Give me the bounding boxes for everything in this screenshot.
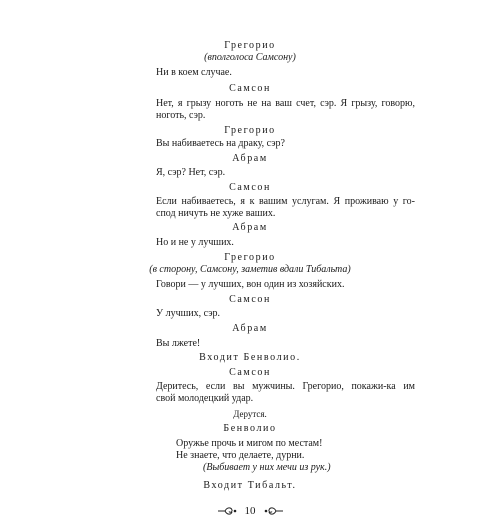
- speaker-gregorio: Грегорио: [224, 252, 276, 263]
- verse-line: Оружье прочь и мигом по местам!: [176, 438, 323, 449]
- dialogue-line: ноготь, сэр.: [156, 110, 206, 121]
- speaker-gregorio: Грегорио: [224, 40, 276, 51]
- dialogue-line: Если набиваетесь, я к вашим услугам. Я проживаю у го-: [156, 196, 415, 207]
- dialogue-line: Вы лжете!: [156, 338, 201, 349]
- dialogue-line: свой молодецкий удар.: [156, 393, 254, 404]
- speaker-samson: Самсон: [229, 182, 271, 193]
- page-footer: [0, 505, 500, 517]
- speaker-benvolio: Бенволио: [223, 423, 277, 434]
- speaker-abram: Абрам: [232, 153, 268, 164]
- speaker-abram: Абрам: [232, 323, 268, 334]
- dialogue-line: Ни в коем случае.: [156, 67, 232, 78]
- fleuron-left-icon: [217, 506, 237, 516]
- dialogue-line: У лучших, сэр.: [156, 308, 221, 319]
- verse-line: Не знаете, что делаете, дурни.: [176, 450, 305, 461]
- dialogue-line: Я, сэр? Нет, сэр.: [156, 167, 226, 178]
- entrance-direction: Входит Тибальт.: [203, 480, 297, 491]
- stage-direction: Дерутся.: [233, 409, 267, 419]
- speaker-samson: Самсон: [229, 367, 271, 378]
- dialogue-line: спод ничуть не хуже ваших.: [156, 208, 276, 219]
- speaker-gregorio: Грегорио: [224, 125, 276, 136]
- stage-direction: (вполголоса Самсону): [204, 52, 296, 63]
- fleuron-right-icon: [264, 506, 284, 516]
- entrance-direction: Входит Бенволио.: [199, 352, 301, 363]
- speaker-samson: Самсон: [229, 83, 271, 94]
- dialogue-line: Деритесь, если вы мужчины. Грегорио, покажи-ка им: [156, 381, 415, 392]
- dialogue-line: Но и не у лучших.: [156, 237, 234, 248]
- page-number: 10: [244, 505, 256, 517]
- dialogue-line: Вы набиваетесь на драку, сэр?: [156, 138, 285, 149]
- stage-direction: (Выбивает у них мечи из рук.): [203, 462, 331, 473]
- dialogue-line: Нет, я грызу ноготь не на ваш счет, сэр. Я грызу, говорю,: [156, 98, 415, 109]
- speaker-abram: Абрам: [232, 222, 268, 233]
- speaker-samson: Самсон: [229, 294, 271, 305]
- stage-direction: (в сторону, Самсону, заметив вдали Тибальта): [149, 264, 351, 275]
- dialogue-line: Говори — у лучших, вон один из хозяйских.: [156, 279, 345, 290]
